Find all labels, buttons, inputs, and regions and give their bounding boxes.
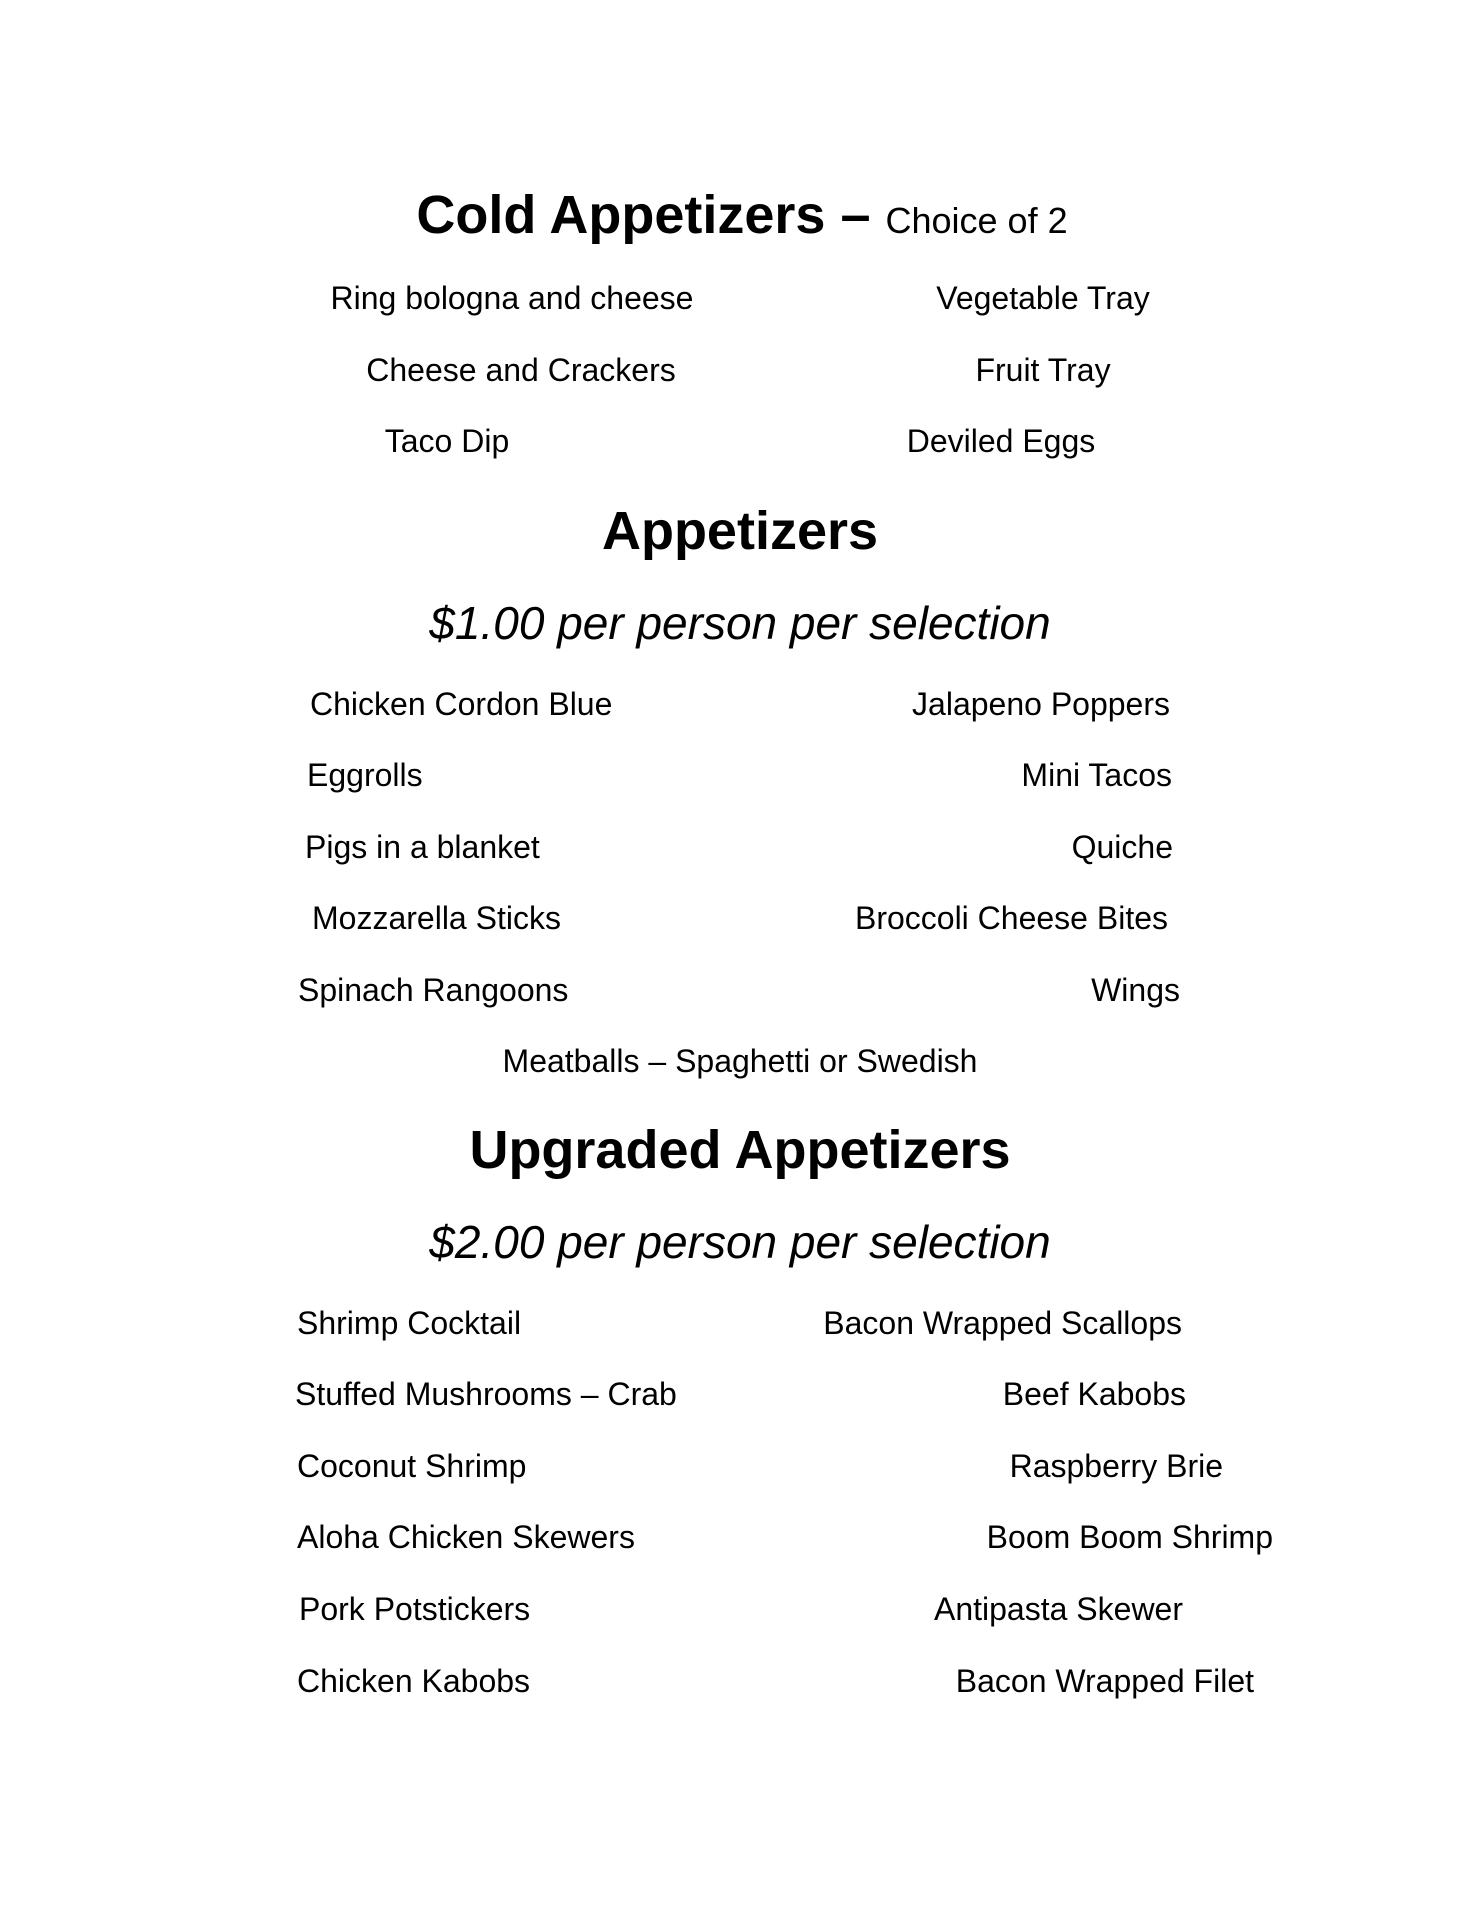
appetizers-price: $1.00 per person per selection bbox=[429, 597, 1051, 649]
menu-item: Coconut Shrimp bbox=[297, 1448, 527, 1484]
menu-item: Spinach Rangoons bbox=[298, 972, 569, 1008]
cold-appetizers-dash: – bbox=[825, 185, 886, 245]
menu-item: Bacon Wrapped Filet bbox=[955, 1663, 1254, 1699]
menu-item: Chicken Kabobs bbox=[297, 1663, 531, 1699]
menu-item: Ring bologna and cheese bbox=[330, 280, 694, 316]
menu-item: Meatballs – Spaghetti or Swedish bbox=[502, 1043, 978, 1079]
menu-item: Shrimp Cocktail bbox=[297, 1305, 522, 1341]
menu-item: Aloha Chicken Skewers bbox=[297, 1519, 635, 1555]
menu-item: Stuffed Mushrooms – Crab bbox=[295, 1376, 677, 1412]
menu-item: Mozzarella Sticks bbox=[312, 900, 561, 936]
menu-item: Deviled Eggs bbox=[906, 423, 1096, 459]
menu-item: Jalapeno Poppers bbox=[912, 686, 1170, 722]
cold-appetizers-subtitle: Choice of 2 bbox=[885, 200, 1068, 241]
menu-item: Beef Kabobs bbox=[1002, 1376, 1186, 1412]
upgraded-appetizers-heading: Upgraded Appetizers bbox=[469, 1120, 1011, 1180]
menu-item: Pigs in a blanket bbox=[305, 829, 540, 865]
menu-item: Fruit Tray bbox=[975, 352, 1111, 388]
cold-appetizers-heading bbox=[416, 185, 1068, 245]
menu-item: Eggrolls bbox=[307, 757, 423, 793]
appetizers-heading: Appetizers bbox=[601, 501, 879, 561]
menu-item: Broccoli Cheese Bites bbox=[854, 900, 1168, 936]
menu-item: Vegetable Tray bbox=[936, 280, 1150, 316]
upgraded-appetizers-price: $2.00 per person per selection bbox=[429, 1216, 1051, 1268]
menu-item: Chicken Cordon Blue bbox=[310, 686, 613, 722]
menu-item: Antipasta Skewer bbox=[933, 1591, 1183, 1627]
menu-item: Cheese and Crackers bbox=[366, 352, 676, 388]
menu-item: Bacon Wrapped Scallops bbox=[823, 1305, 1182, 1341]
menu-item: Wings bbox=[1091, 972, 1180, 1008]
menu-item: Pork Potstickers bbox=[299, 1591, 531, 1627]
menu-item: Taco Dip bbox=[384, 423, 510, 459]
menu-item: Raspberry Brie bbox=[1009, 1448, 1223, 1484]
cold-appetizers-title: Cold Appetizers bbox=[416, 185, 826, 245]
menu-item: Quiche bbox=[1071, 829, 1173, 865]
menu-item: Boom Boom Shrimp bbox=[986, 1519, 1273, 1555]
menu-item: Mini Tacos bbox=[1021, 757, 1172, 793]
